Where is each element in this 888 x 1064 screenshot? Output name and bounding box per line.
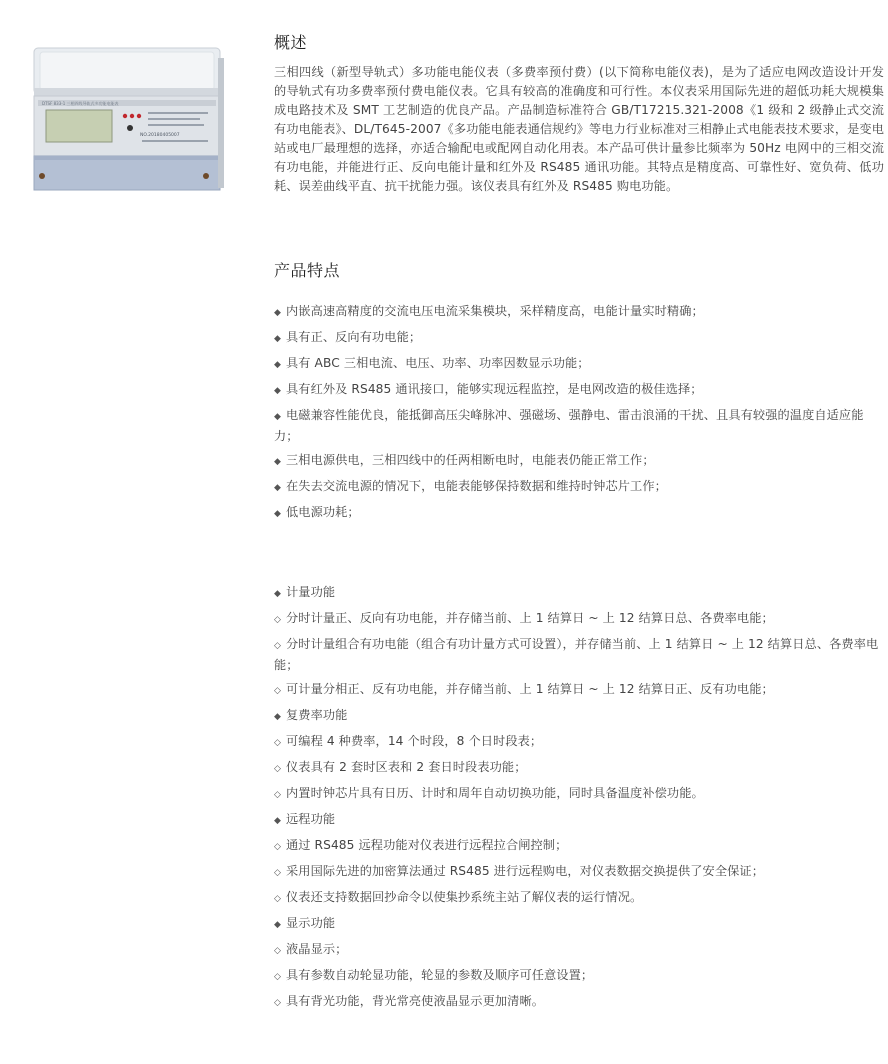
main-content — [274, 30, 884, 1015]
list-item — [274, 500, 884, 526]
hollow-diamond-icon: ◇ — [274, 841, 282, 852]
filled-diamond-icon: ◆ — [274, 815, 282, 826]
hollow-diamond-icon: ◇ — [274, 893, 282, 904]
list-item-text: 可计量分相正、反有功电能，并存储当前、上 1 结算日 ~ 上 12 结算日正、反有功电能； — [286, 681, 774, 696]
list-item-text: 内嵌高速高精度的交流电压电流采集模块，采样精度高，电能计量实时精确； — [286, 303, 704, 318]
functions-list — [274, 580, 884, 1015]
filled-diamond-icon: ◆ — [274, 456, 282, 467]
list-item-text: 具有 ABC 三相电流、电压、功率、功率因数显示功能； — [286, 355, 590, 370]
list-item-text: 显示功能 — [286, 915, 336, 930]
list-item-text: 具有正、反向有功电能； — [286, 329, 422, 344]
features-section — [274, 258, 884, 526]
functions-section — [274, 580, 884, 1015]
hollow-diamond-icon: ◇ — [274, 685, 282, 696]
list-item — [274, 448, 884, 474]
hollow-diamond-icon: ◇ — [274, 763, 282, 774]
hollow-diamond-icon: ◇ — [274, 971, 282, 982]
list-item-text: 采用国际先进的加密算法通过 RS485 进行远程购电，对仪表数据交换提供了安全保证； — [286, 863, 764, 878]
overview-section — [274, 30, 884, 196]
hollow-diamond-icon: ◇ — [274, 789, 282, 800]
overview-heading: 概述 — [274, 33, 308, 52]
led-indicator — [130, 114, 134, 118]
hollow-diamond-icon: ◇ — [274, 640, 282, 651]
electric-meter-icon — [30, 44, 226, 194]
list-item-text: 分时计量正、反向有功电能，并存储当前、上 1 结算日 ~ 上 12 结算日总、各费率电能； — [286, 610, 774, 625]
list-item-text: 具有背光功能，背光常亮使液晶显示更加清晰。 — [286, 993, 545, 1008]
list-item-text: 复费率功能 — [286, 707, 348, 722]
led-indicator — [123, 114, 127, 118]
list-item-text: 低电源功耗； — [286, 504, 360, 519]
list-item-text: 液晶显示； — [286, 941, 348, 956]
list-item — [274, 632, 884, 677]
hollow-diamond-icon: ◇ — [274, 614, 282, 625]
list-item-text: 通过 RS485 远程功能对仪表进行远程拉合闸控制； — [286, 837, 568, 852]
features-list — [274, 299, 884, 526]
filled-diamond-icon: ◆ — [274, 411, 282, 422]
filled-diamond-icon: ◆ — [274, 333, 282, 344]
list-item — [274, 833, 884, 859]
list-item — [274, 729, 884, 755]
filled-diamond-icon: ◆ — [274, 359, 282, 370]
list-item — [274, 474, 884, 500]
list-item-text: 可编程 4 种费率，14 个时段，8 个日时段表； — [286, 733, 543, 748]
list-item-text: 远程功能 — [286, 811, 336, 826]
list-item — [274, 781, 884, 807]
list-item-text: 具有参数自动轮显功能，轮显的参数及顺序可任意设置； — [286, 967, 594, 982]
filled-diamond-icon: ◆ — [274, 919, 282, 930]
hollow-diamond-icon: ◇ — [274, 997, 282, 1008]
list-item-text: 具有红外及 RS485 通讯接口，能够实现远程监控，是电网改造的极佳选择； — [286, 381, 703, 396]
list-item-text: 在失去交流电源的情况下，电能表能够保持数据和维持时钟芯片工作； — [286, 478, 667, 493]
hollow-diamond-icon: ◇ — [274, 867, 282, 878]
list-item — [274, 859, 884, 885]
list-item — [274, 325, 884, 351]
list-item-text: 计量功能 — [286, 584, 336, 599]
list-item — [274, 885, 884, 911]
list-item — [274, 677, 884, 703]
meter-serial-text: NO.20180405007 — [140, 133, 180, 138]
filled-diamond-icon: ◆ — [274, 588, 282, 599]
hollow-diamond-icon: ◇ — [274, 737, 282, 748]
list-item — [274, 755, 884, 781]
list-item — [274, 377, 884, 403]
filled-diamond-icon: ◆ — [274, 508, 282, 519]
led-indicator — [137, 114, 141, 118]
terminal-screw — [203, 173, 209, 179]
lcd-display — [46, 110, 112, 142]
filled-diamond-icon: ◆ — [274, 482, 282, 493]
features-heading: 产品特点 — [274, 261, 341, 280]
list-item — [274, 606, 884, 632]
filled-diamond-icon: ◆ — [274, 307, 282, 318]
list-item — [274, 807, 884, 833]
list-item — [274, 580, 884, 606]
list-item-text: 三相电源供电，三相四线中的任两相断电时，电能表仍能正常工作； — [286, 452, 655, 467]
list-item-text: 仪表具有 2 套时区表和 2 套日时段表功能； — [286, 759, 527, 774]
list-item-text: 内置时钟芯片具有日历、计时和周年自动切换功能，同时具备温度补偿功能。 — [286, 785, 704, 800]
list-item — [274, 989, 884, 1015]
overview-paragraph: 三相四线（新型导轨式）多功能电能仪表（多费率预付费）(以下简称电能仪表)，是为了适应电网改造设计开发的导轨式有功多费率预付费电能仪表。它具有较高的准确度和可行性。本仪表采用国际先进的超低功耗大规模集成电路技术及 SMT 工艺制造的优良产品。产品制造标准符合 GB/T17215.321-2008《1 级和 2 级静止式交流有功电能表》、DL/T645-2007《多功能电能表通信规约》等电力行业标准对三相静止式电能表技术要求，是变电站或电厂最理想的选择，亦适合输配电或配网自动化用表。本产品可供计量参比频率为 50Hz 电网中的三相交流有功电能，并能进行正、反向电能计量和红外及 RS485 通讯功能。其特点是精度高、可靠性好、宽负荷、低功耗、误差曲线平直、抗干扰能力强。该仪表具有红外及 RS485 购电功能。 — [274, 65, 884, 193]
meter-label-text: DTSF 833-1 三相四线导轨式多功能电能表 — [42, 101, 119, 106]
ir-port — [127, 125, 133, 131]
list-item-text: 分时计量组合有功电能（组合有功计量方式可设置），并存储当前、上 1 结算日 ~ 上 12 结算日总、各费率电能； — [274, 636, 879, 672]
list-item — [274, 703, 884, 729]
filled-diamond-icon: ◆ — [274, 385, 282, 396]
product-image — [30, 44, 226, 194]
list-item — [274, 299, 884, 325]
list-item — [274, 937, 884, 963]
list-item-text: 电磁兼容性能优良，能抵御高压尖峰脉冲、强磁场、强静电、雷击浪涌的干扰、且具有较强的温度自适应能力； — [274, 407, 864, 443]
terminal-screw — [39, 173, 45, 179]
list-item — [274, 963, 884, 989]
list-item-text: 仪表还支持数据回抄命令以使集抄系统主站了解仪表的运行情况。 — [286, 889, 643, 904]
filled-diamond-icon: ◆ — [274, 711, 282, 722]
list-item — [274, 351, 884, 377]
hollow-diamond-icon: ◇ — [274, 945, 282, 956]
list-item — [274, 911, 884, 937]
list-item — [274, 403, 884, 448]
